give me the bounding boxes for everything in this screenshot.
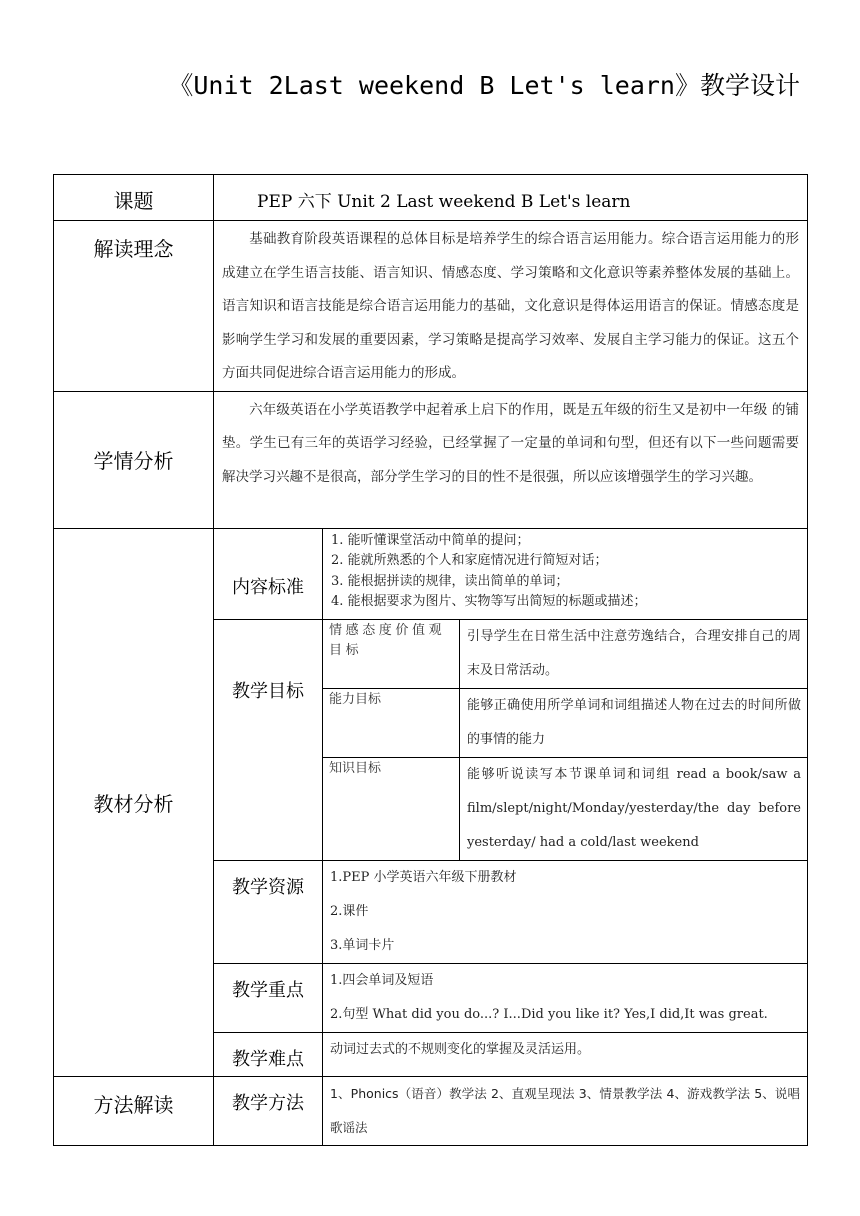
standards-list	[323, 529, 807, 613]
ability-goal-label-cell	[323, 688, 460, 757]
concept-text-cell	[214, 221, 808, 392]
lesson-plan-table	[53, 174, 808, 1146]
ability-goal-text-cell	[460, 688, 808, 757]
list-item: 3. 能根据拼读的规律，读出简单的单词；	[331, 573, 569, 589]
list-item: 2.课件	[330, 903, 369, 919]
method-sub-label-cell	[214, 1076, 323, 1145]
goals-label-cell	[214, 619, 323, 860]
learner-label-cell	[54, 391, 214, 528]
ability-goal-text: 能够正确使用所学单词和词组描述人物在过去的时间所做的事情的能力	[467, 697, 801, 747]
list-item: 2. 能就所熟悉的个人和家庭情况进行简短对话；	[331, 553, 608, 568]
learner-text-cell	[214, 391, 808, 528]
ability-goal-label: 能力目标	[329, 691, 382, 707]
concept-label: 解读理念	[93, 237, 174, 261]
emotion-goal-label: 情感态度价值观目标	[329, 622, 446, 658]
method-label-cell	[54, 1076, 214, 1145]
method-label: 方法解读	[93, 1092, 174, 1117]
method-text: 1、Phonics（语音）教学法 2、直观呈现法 3、情景教学法 4、游戏教学法 5、说唱歌谣法	[330, 1085, 800, 1135]
knowledge-goal-label-cell	[323, 757, 460, 860]
list-item: 1. 能听懂课堂活动中简单的提问；	[331, 532, 530, 548]
method-text-cell	[323, 1076, 808, 1145]
key-points-label: 教学重点	[232, 979, 304, 1001]
difficulties-text: 动词过去式的不规则变化的掌握及灵活运用。	[330, 1041, 591, 1057]
list-item: 4. 能根据要求为图片、实物等写出简短的标题或描述；	[331, 594, 647, 609]
resources-list-cell	[323, 860, 808, 963]
concept-text: 基础教育阶段英语课程的总体目标是培养学生的综合语言运用能力。综合语言运用能力的形成建立在学生语言技能、语言知识、情感态度、学习策略和文化意识等素养整体发展的基础上。语言知识和语言技能是综合语言运用能力的基础，文化意识是得体运用语言的保证。情感态度是影响学生学习和发展的重要因素，学习策略是提高学习效率、发展自主学习能力的保证。这五个方面共同促进综合语言运用能力的形成。	[222, 231, 799, 381]
goals-label: 教学目标	[232, 680, 304, 702]
difficulties-text-cell	[323, 1032, 808, 1076]
topic-value: PEP 六下 Unit 2 Last weekend B Let's learn	[257, 192, 631, 212]
emotion-goal-text-cell	[460, 619, 808, 688]
standards-label-cell	[214, 528, 323, 619]
material-label-cell	[54, 528, 214, 1076]
topic-value-cell	[214, 175, 808, 221]
document-title: 《Unit 2Last weekend B Let's learn》教学设计	[168, 71, 800, 100]
learner-label: 学情分析	[93, 449, 174, 473]
emotion-goal-text: 引导学生在日常生活中注意劳逸结合，合理安排自己的周末及日常活动。	[467, 628, 801, 678]
topic-label: 课题	[113, 189, 154, 213]
concept-label-cell	[54, 221, 214, 392]
knowledge-goal-text-cell	[460, 757, 808, 860]
key-points-label-cell	[214, 963, 323, 1032]
standards-list-cell	[323, 528, 808, 619]
knowledge-goal-label: 知识目标	[329, 760, 382, 776]
material-label: 教材分析	[93, 791, 174, 816]
resources-label: 教学资源	[232, 876, 304, 898]
knowledge-goal-text: 能够听说读写本节课单词和词组 read a book/saw a film/slept/night/Monday/yesterday/the day before yesterday/ had a cold/last weekend	[467, 766, 801, 850]
standards-label: 内容标准	[232, 576, 304, 598]
list-item: 3.单词卡片	[330, 937, 395, 953]
difficulties-label-cell	[214, 1032, 323, 1076]
list-item: 2.句型 What did you do...? I...Did you like it? Yes,I did,It was great.	[330, 1006, 768, 1022]
method-sub-label: 教学方法	[232, 1092, 304, 1114]
learner-text: 六年级英语在小学英语教学中起着承上启下的作用，既是五年级的衍生又是初中一年级 的铺垫。学生已有三年的英语学习经验，已经掌握了一定量的单词和句型，但还有以下一些问题需要解决学习兴趣不是很高，部分学生学习的目的性不是很强，所以应该增强学生的学习兴趣。	[222, 401, 799, 485]
difficulties-label: 教学难点	[232, 1048, 304, 1070]
emotion-goal-label-cell	[323, 619, 460, 688]
resources-label-cell	[214, 860, 323, 963]
key-points-list-cell	[323, 963, 808, 1032]
list-item: 1.四会单词及短语	[330, 972, 434, 988]
topic-label-cell	[54, 175, 214, 221]
key-points-list	[323, 964, 807, 1032]
resources-list	[323, 861, 807, 963]
list-item: 1.PEP 小学英语六年级下册教材	[330, 869, 517, 885]
